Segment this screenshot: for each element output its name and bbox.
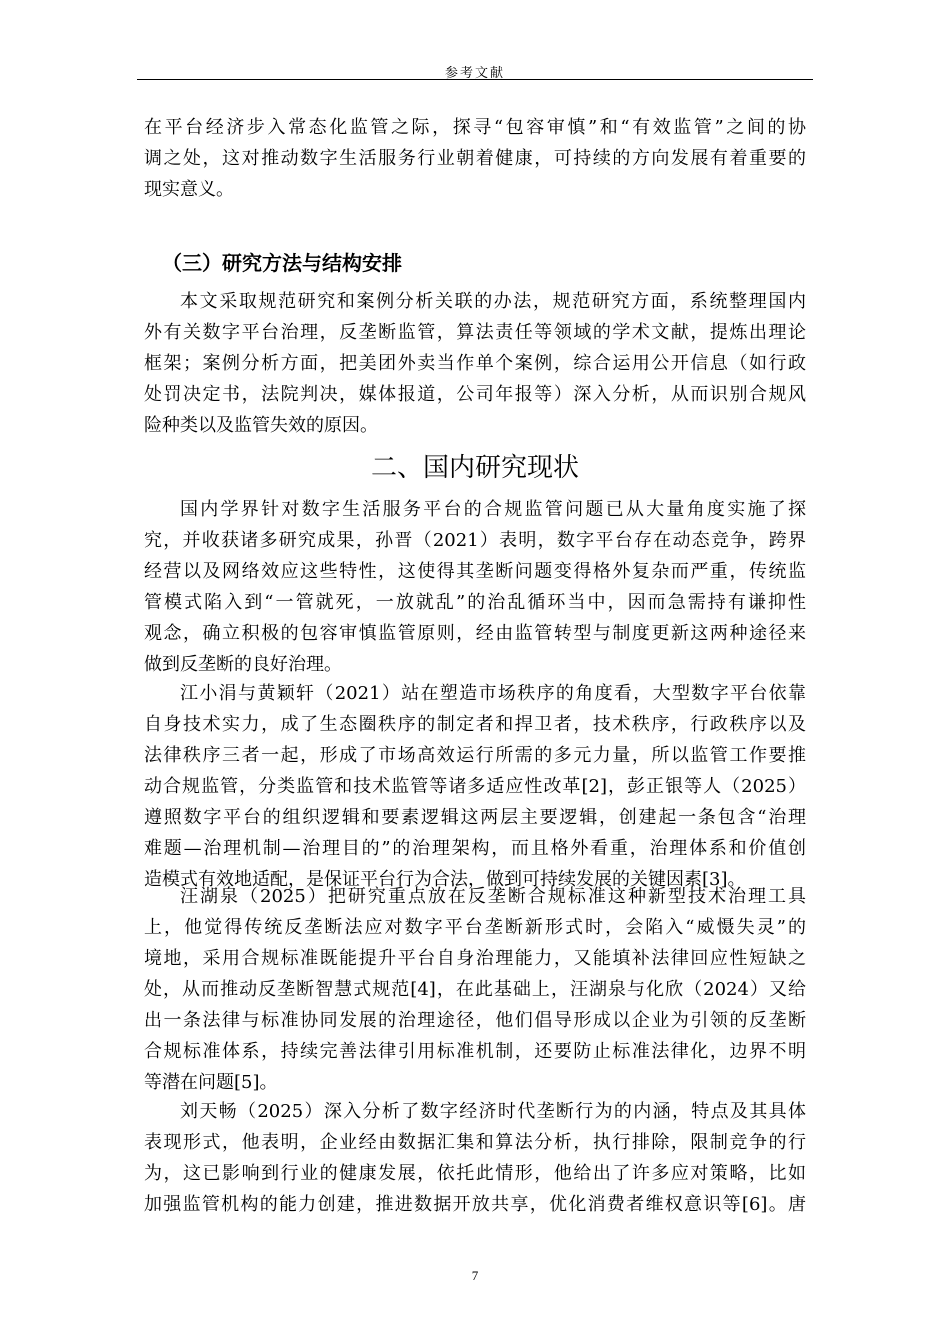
text-line: 管模式陷入到“一管就死，一放就乱”的治乱循环当中，因而急需持有谦抑性 [144, 592, 806, 613]
text-line: 刘天畅（2025）深入分析了数字经济时代垄断行为的内涵，特点及其具体 [180, 1101, 806, 1122]
text-line: 究，并收获诸多研究成果，孙晋（2021）表明，数字平台存在动态竞争，跨界 [144, 530, 806, 551]
text-line: 处罚决定书，法院判决，媒体报道，公司年报等）深入分析，从而识别合规风 [144, 384, 806, 405]
running-header: 参考文献 [444, 66, 505, 81]
text-line: 遵照数字平台的组织逻辑和要素逻辑这两层主要逻辑，创建起一条包含“治理 [144, 807, 806, 828]
text-line: 做到反垄断的良好治理。 [144, 654, 342, 675]
text-line: 境地，采用合规标准既能提升平台自身治理能力，又能填补法律回应性短缺之 [144, 948, 806, 969]
paragraph-2 [144, 678, 806, 895]
paragraph-3 [144, 881, 806, 1098]
text-line: 框架；案例分析方面，把美团外卖当作单个案例，综合运用公开信息（如行政 [144, 353, 806, 374]
header-divider [137, 79, 813, 80]
text-line: 经营以及网络效应这些特性，这使得其垄断问题变得格外复杂而严重，传统监 [144, 561, 806, 582]
text-line: 合规标准体系，持续完善法律引用标准机制，还要防止标准法律化，边界不明 [144, 1041, 806, 1062]
text-line: 造模式有效地适配，是保证平台行为合法，做到可持续发展的关键因素[3]。 [144, 869, 746, 890]
text-line: 上，他觉得传统反垄断法应对数字平台垄断新形式时，会陷入“威慑失灵”的 [144, 917, 806, 938]
intro-paragraph [144, 112, 806, 205]
text-line: 动合规监管，分类监管和技术监管等诸多适应性改革[2]，彭正银等人（2025） [144, 776, 806, 797]
text-line: 国内学界针对数字生活服务平台的合规监管问题已从大量角度实施了探 [180, 499, 806, 520]
text-line: 加强监管机构的能力创建，推进数据开放共享，优化消费者维权意识等[6]。唐 [144, 1194, 806, 1215]
text-line: 江小涓与黄颖轩（2021）站在塑造市场秩序的角度看，大型数字平台依靠 [180, 683, 806, 704]
text-line: 法律秩序三者一起，形成了市场高效运行所需的多元力量，所以监管工作要推 [144, 745, 806, 766]
text-line: 表现形式，他表明，企业经由数据汇集和算法分析，执行排除，限制竞争的行 [144, 1132, 806, 1153]
paragraph-1 [144, 494, 806, 680]
text-line: 本文采取规范研究和案例分析关联的办法，规范研究方面，系统整理国内 [180, 291, 806, 312]
text-line: 险种类以及监管失效的原因。 [144, 415, 378, 436]
subsection-heading: （三）研究方法与结构安排 [162, 251, 402, 275]
text-line: 汪湖泉（2025）把研究重点放在反垄断合规标准这种新型技术治理工具 [180, 886, 806, 907]
text-line: 处，从而推动反垄断智慧式规范[4]，在此基础上，汪湖泉与化欣（2024）又给 [144, 979, 806, 1000]
text-line: 在平台经济步入常态化监管之际，探寻“包容审慎”和“有效监管”之间的协 [144, 117, 806, 138]
text-line: 难题—治理机制—治理目的”的治理架构，而且格外看重，治理体系和价值创 [144, 838, 806, 859]
method-paragraph [144, 286, 806, 441]
page-number: 7 [471, 1268, 479, 1283]
text-line: 自身技术实力，成了生态圈秩序的制定者和捍卫者，技术秩序，行政秩序以及 [144, 714, 806, 735]
text-line: 出一条法律与标准协同发展的治理途径，他们倡导形成以企业为引领的反垄断 [144, 1010, 806, 1031]
text-line: 现实意义。 [144, 179, 234, 200]
text-line: 外有关数字平台治理，反垄断监管，算法责任等领域的学术文献，提炼出理论 [144, 322, 806, 343]
text-line: 调之处，这对推动数字生活服务行业朝着健康，可持续的方向发展有着重要的 [144, 148, 806, 169]
paragraph-4 [144, 1096, 806, 1220]
section-heading: 二、国内研究现状 [370, 453, 579, 483]
text-line: 为，这已影响到行业的健康发展，依托此情形，他给出了许多应对策略，比如 [144, 1163, 806, 1184]
text-line: 等潜在问题[5]。 [144, 1072, 278, 1093]
text-line: 观念，确立积极的包容审慎监管原则，经由监管转型与制度更新这两种途径来 [144, 623, 806, 644]
